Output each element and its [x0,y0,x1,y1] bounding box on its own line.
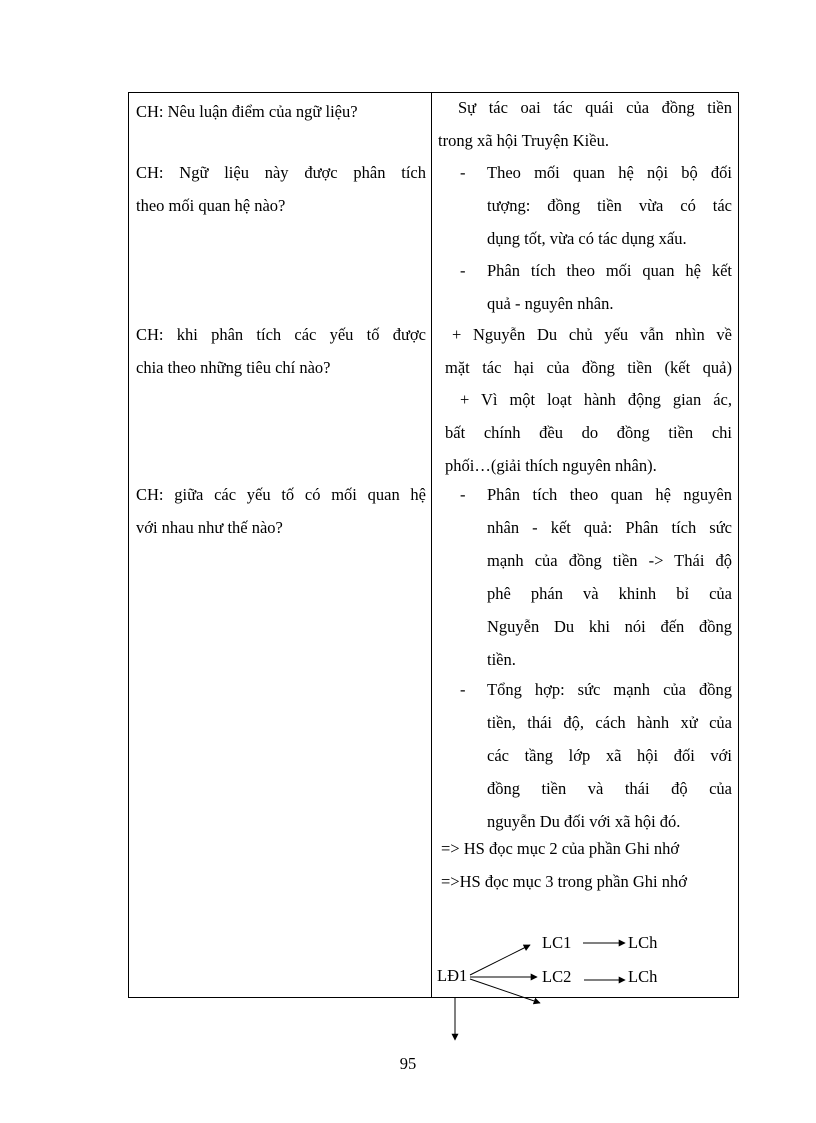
diagram-node-lc2: LC2 [542,967,572,986]
question-3-line-2: chia theo những tiêu chí nào? [136,358,331,377]
answer-plus-2-line-2: bất chính đều do đồng tiền chi [445,423,732,442]
diagram-node-lch-1: LCh [628,933,658,952]
answer-bullet-1-line-2: tượng: đồng tiền vừa có tác [487,196,732,215]
page-number: 95 [399,1054,417,1073]
answer-plus-1-line-1: + Nguyễn Du chủ yếu vẫn nhìn về [452,325,732,344]
arrow-root-lc1 [470,945,530,975]
answer-note-1-text: => HS đọc mục 2 của phần Ghi nhớ [441,839,680,858]
answer-bullet-2-line-1: Phân tích theo mối quan hệ kết [487,261,732,280]
answer-bullet-3-line-6: tiền. [487,650,516,669]
answer-bullet-4-line-4: đồng tiền và thái độ của [487,779,732,798]
answer-bullet-1-line-1: Theo mối quan hệ nội bộ đối [487,163,732,182]
question-3-line-1: CH: khi phân tích các yếu tố được [136,325,426,344]
answer-bullet-3-line-1: Phân tích theo quan hệ nguyên [487,485,732,504]
answer-plus-2-line-1: + Vì một loạt hành động gian ác, [460,390,732,409]
answer-bullet-1-line-3: dụng tốt, vừa có tác dụng xấu. [487,229,687,248]
question-2-line-1: CH: Ngữ liệu này được phân tích [136,163,426,182]
answer-intro-line-2: trong xã hội Truyện Kiều. [438,131,609,150]
question-1-line-1: CH: Nêu luận điểm của ngữ liệu? [136,102,358,121]
diagram-node-lch-2: LCh [628,967,658,986]
answer-bullet-4-line-1: Tổng hợp: sức mạnh của đồng [487,680,732,699]
answer-bullet-4-line-5: nguyễn Du đối với xã hội đó. [487,812,681,831]
diagram-node-ld1: LĐ1 [437,966,468,985]
answer-bullet-3-line-4: phê phán và khinh bỉ của [487,584,732,603]
question-2-line-2: theo mối quan hệ nào? [136,196,286,215]
answer-bullet-2-line-2: quả - nguyên nhân. [487,294,614,313]
answer-intro-line-1: Sự tác oai tác quái của đồng tiền [458,98,732,117]
bullet-dash: - [460,485,466,504]
diagram-node-lc1: LC1 [542,933,572,952]
answer-bullet-3-line-3: mạnh của đồng tiền -> Thái độ [487,551,732,570]
answer-bullet-3-line-2: nhân - kết quả: Phân tích sức [487,518,732,537]
answer-bullet-4-line-2: tiền, thái độ, cách hành xử của [487,713,732,732]
answer-plus-2-line-3: phối…(giải thích nguyên nhân). [445,456,657,475]
question-4-line-2: với nhau như thế nào? [136,518,283,537]
answer-bullet-3-line-5: Nguyễn Du khi nói đến đồng [487,617,732,636]
answer-plus-1-line-2: mặt tác hại của đồng tiền (kết quả) [445,358,732,377]
bullet-dash: - [460,163,466,182]
arrow-root-down-right [470,979,540,1003]
bullet-dash: - [460,261,466,280]
answer-bullet-4-line-3: các tầng lớp xã hội đối với [487,746,732,765]
bullet-dash: - [460,680,466,699]
question-4-line-1: CH: giữa các yếu tố có mối quan hệ [136,485,426,504]
answer-note-2-text: =>HS đọc mục 3 trong phần Ghi nhớ [441,872,687,891]
